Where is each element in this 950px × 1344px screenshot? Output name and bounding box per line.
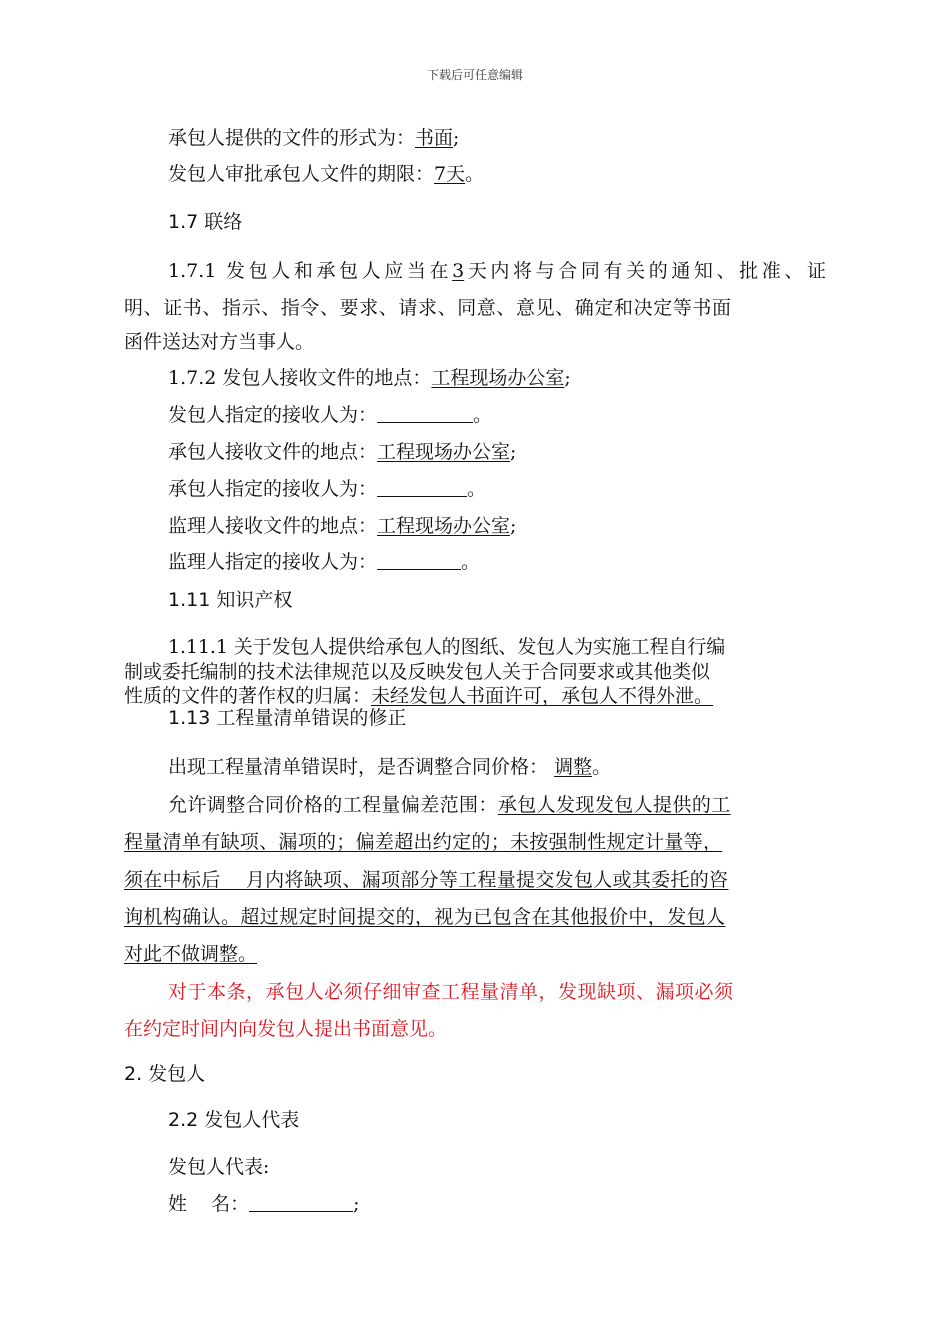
deviation-range-line3: 须在中标后 月内将缺项、漏项部分等工程量提交发包人或其委托的咨 (124, 869, 729, 891)
text: 天内将与合同有关的通知、批准、证 (464, 260, 826, 282)
blank-field (377, 478, 467, 497)
red-note-line2: 在约定时间内向发包人提出书面意见。 (124, 1018, 448, 1040)
section-heading-2-2: 2.2 发包人代表 (168, 1109, 300, 1131)
para-1-7-1-line1 (124, 256, 826, 283)
rep-name-line (168, 1192, 360, 1216)
filled-value: 调整 (554, 756, 593, 778)
filled-value: 书面 (415, 127, 454, 149)
page-header-note: 下载后可任意编辑 (426, 68, 523, 82)
label: 发包人指定的接收人为： (168, 404, 378, 426)
punct: 。 (592, 756, 612, 778)
punct: 。 (465, 163, 485, 185)
deviation-range-line4: 询机构确认。超过规定时间提交的，视为已包含在其他报价中，发包人 (124, 906, 726, 928)
punct: ; (564, 367, 571, 389)
para-1-11-1-line2: 制或委托编制的技术法律规范以及反映发包人关于合同要求或其他类似 (124, 661, 710, 683)
punct: ; (453, 127, 460, 149)
blank-field (249, 1193, 353, 1212)
punct: 。 (461, 551, 481, 573)
section-heading-1-13: 1.13 工程量清单错误的修正 (168, 707, 407, 729)
filled-value: 未经发包人书面许可，承包人不得外泄。 (371, 685, 714, 707)
label: 性质的文件的著作权的归属： (124, 685, 372, 707)
label: 姓 名： (168, 1193, 250, 1215)
label: 允许调整合同价格的工程量偏差范围： (168, 794, 498, 816)
filled-value: 工程现场办公室 (431, 367, 565, 389)
blank-field (377, 551, 461, 570)
text: 1.7.1 发包人和承包人应当在 (168, 260, 453, 282)
label: 监理人指定的接收人为： (168, 551, 378, 573)
deviation-range-line1 (168, 793, 731, 817)
label: 承包人接收文件的地点： (168, 441, 378, 463)
label: 承包人提供的文件的形式为： (168, 127, 416, 149)
label: 发包人审批承包人文件的期限： (168, 163, 435, 185)
punct: 。 (473, 404, 493, 426)
label: 出现工程量清单错误时，是否调整合同价格： (168, 756, 549, 778)
red-note-line1: 对于本条，承包人必须仔细审查工程量清单，发现缺项、漏项必须 (168, 981, 734, 1003)
contractor-recipient-line (168, 477, 486, 501)
para-1-11-1-line3 (124, 684, 713, 708)
price-adjust-line (168, 755, 611, 779)
para-1-7-1-line2: 明、证书、指示、指令、要求、请求、同意、意见、确定和决定等书面 (124, 297, 732, 319)
contractor-address-line (168, 440, 516, 464)
filled-value: 承包人发现发包人提供的工 (497, 794, 731, 816)
section-heading-2: 2. 发包人 (124, 1063, 206, 1085)
filled-value: 工程现场办公室 (377, 441, 511, 463)
para-1-7-2 (168, 366, 571, 390)
employer-recipient-line (168, 403, 492, 427)
section-heading-1-7: 1.7 联络 (168, 211, 243, 233)
section-heading-1-11: 1.11 知识产权 (168, 589, 293, 611)
blank-field (377, 404, 473, 423)
deviation-range-line2: 程量清单有缺项、漏项的；偏差超出约定的；未按强制性规定计量等， (124, 831, 723, 853)
supervisor-recipient-line (168, 550, 480, 574)
deviation-range-line5: 对此不做调整。 (124, 943, 258, 965)
review-period-line (168, 162, 484, 186)
supervisor-address-line (168, 514, 516, 538)
employer-rep-label: 发包人代表: (168, 1156, 270, 1178)
label: 监理人接收文件的地点： (168, 515, 378, 537)
filled-value: 3 (452, 260, 465, 282)
doc-format-line (168, 126, 459, 150)
filled-value: 工程现场办公室 (377, 515, 511, 537)
punct: ; (510, 441, 517, 463)
punct: ; (510, 515, 517, 537)
punct: 。 (467, 478, 487, 500)
label: 1.7.2 发包人接收文件的地点： (168, 367, 432, 389)
para-1-7-1-line3: 函件送达对方当事人。 (124, 331, 315, 353)
para-1-11-1-line1: 1.11.1 关于发包人提供给承包人的图纸、发包人为实施工程自行编 (168, 636, 726, 658)
label: 承包人指定的接收人为： (168, 478, 378, 500)
filled-value: 7天 (434, 163, 466, 185)
punct: ; (353, 1193, 360, 1215)
